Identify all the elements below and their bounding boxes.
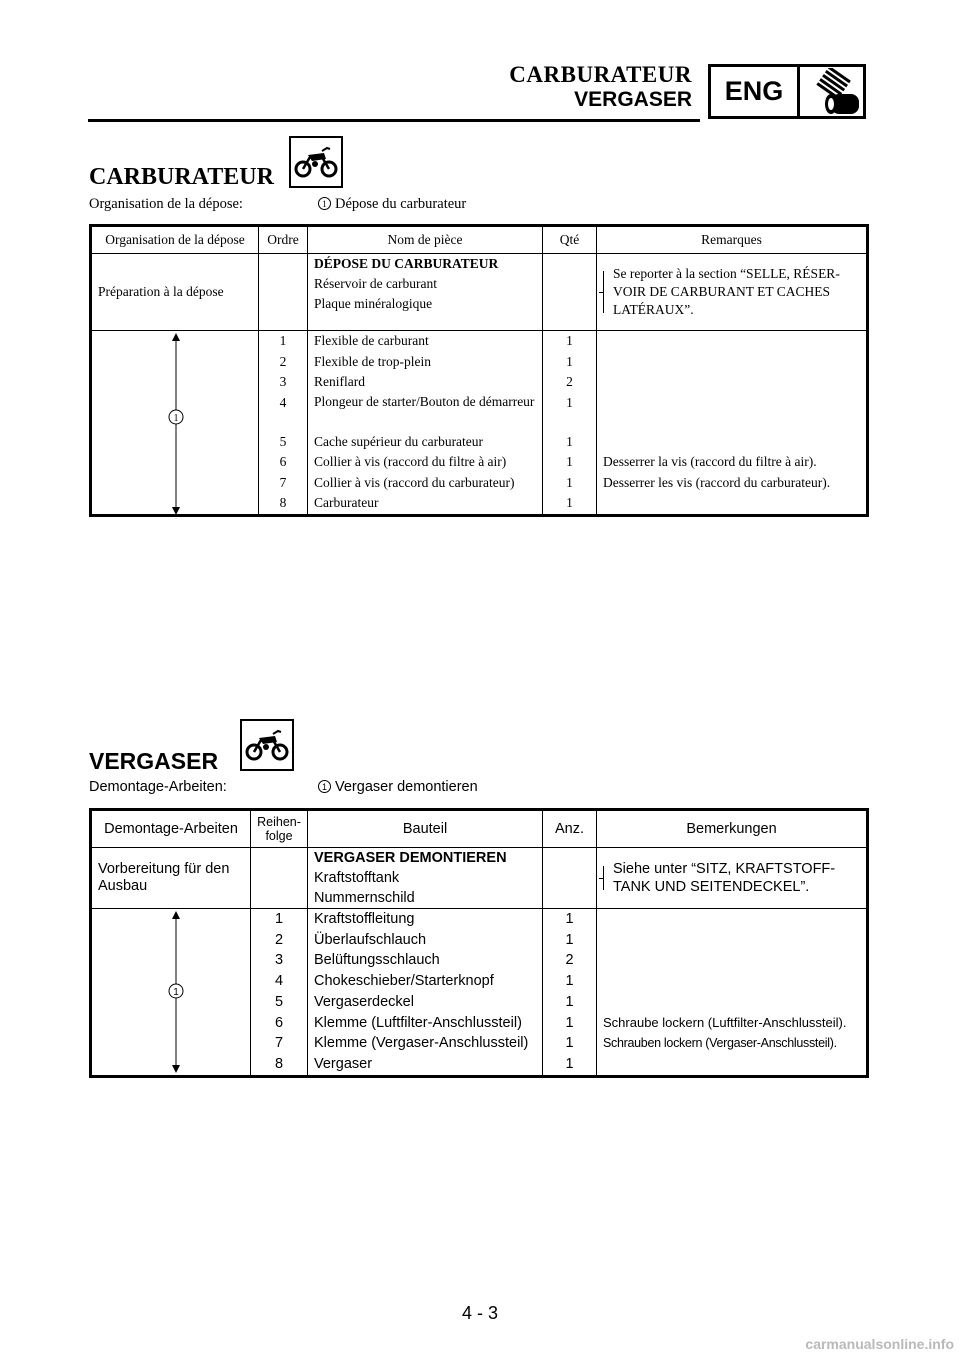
step-order: 6 xyxy=(251,1013,308,1034)
step-qty: 1 xyxy=(543,1013,597,1034)
step-order: 1 xyxy=(251,909,308,930)
step-part: Überlaufschlauch xyxy=(308,930,543,951)
step-part: Plongeur de starter/Bouton de démarreur xyxy=(308,393,543,432)
step-remark: Desserrer la vis (raccord du filtre à air). xyxy=(597,452,868,473)
step-qty: 1 xyxy=(543,331,597,352)
step-qty: 1 xyxy=(543,992,597,1013)
dirt-bike-icon xyxy=(289,136,343,188)
step-order: 5 xyxy=(259,432,308,453)
step-order: 3 xyxy=(251,950,308,971)
step-order: 5 xyxy=(251,992,308,1013)
step-remark xyxy=(597,372,868,393)
column-header: Bemerkungen xyxy=(597,810,868,848)
step-order: 4 xyxy=(259,393,308,432)
step-order: 1 xyxy=(259,331,308,352)
step-qty: 1 xyxy=(543,1033,597,1054)
section-code: ENG xyxy=(711,67,800,116)
step-part: Kraftstoffleitung xyxy=(308,909,543,930)
header-title-fr: CARBURATEUR xyxy=(509,62,692,87)
step-part: Flexible de carburant xyxy=(308,331,543,352)
step-order: 2 xyxy=(259,352,308,373)
subtitle-label: Organisation de la dépose: xyxy=(89,196,243,212)
step-order: 2 xyxy=(251,930,308,951)
prep-part: Nummernschild xyxy=(314,890,415,906)
step-remark xyxy=(597,493,868,515)
step-remark xyxy=(597,930,868,951)
step-part: Klemme (Vergaser-Anschlussteil) xyxy=(308,1033,543,1054)
step-qty: 1 xyxy=(543,473,597,494)
removal-table-fr xyxy=(89,224,869,517)
procedure-heading: VERGASER DEMONTIEREN xyxy=(314,850,507,866)
column-header: Demontage-Arbeiten xyxy=(91,810,251,848)
prep-remark: Se reporter à la section “SELLE, RÉSER-VOIR DE CARBURANT ET CACHES LATÉRAUX”. xyxy=(603,265,860,319)
watermark-link[interactable]: carmanualsonline.info xyxy=(805,1336,954,1352)
step-group-arrow xyxy=(91,331,259,516)
step-part: Reniflard xyxy=(308,372,543,393)
prep-part: Réservoir de carburant xyxy=(314,276,437,291)
step-remark xyxy=(597,1054,868,1076)
step-part: Belüftungsschlauch xyxy=(308,950,543,971)
step-order: 7 xyxy=(259,473,308,494)
step-order: 3 xyxy=(259,372,308,393)
step-qty: 1 xyxy=(543,971,597,992)
step-remark xyxy=(597,331,868,352)
step-part: Flexible de trop-plein xyxy=(308,352,543,373)
step-qty: 1 xyxy=(543,432,597,453)
column-header: Ordre xyxy=(259,226,308,254)
step-qty: 1 xyxy=(543,909,597,930)
step-remark: Schrauben lockern (Vergaser-Anschlussteil). xyxy=(597,1033,868,1054)
step-remark xyxy=(597,992,868,1013)
subtitle-value: Dépose du carburateur xyxy=(335,196,467,212)
step-order: 8 xyxy=(251,1054,308,1076)
header-title-de: VERGASER xyxy=(574,88,692,111)
step-part: Vergaserdeckel xyxy=(308,992,543,1013)
step-part: Cache supérieur du carburateur xyxy=(308,432,543,453)
step-group-arrow xyxy=(91,909,251,1077)
step-remark xyxy=(597,393,868,432)
step-part: Vergaser xyxy=(308,1054,543,1076)
column-header: Organisation de la dépose xyxy=(91,226,259,254)
subtitle-de xyxy=(89,779,789,795)
step-order: 8 xyxy=(259,493,308,515)
step-qty: 1 xyxy=(543,352,597,373)
procedure-heading: DÉPOSE DU CARBURATEUR xyxy=(314,256,499,271)
prep-remark: Siehe unter “SITZ, KRAFTSTOFF-TANK UND SEITENDECKEL”. xyxy=(603,860,860,896)
header-rule xyxy=(88,119,700,122)
prep-part: Plaque minéralogique xyxy=(314,296,433,311)
section-title-de: VERGASER xyxy=(89,748,219,774)
step-part: Collier à vis (raccord du carburateur) xyxy=(308,473,543,494)
prep-label: Vorbereitung für den Ausbau xyxy=(91,848,251,909)
column-header: Qté xyxy=(543,226,597,254)
column-header: Remarques xyxy=(597,226,868,254)
step-qty: 1 xyxy=(543,930,597,951)
section-badge xyxy=(708,64,866,119)
step-marker: 1 xyxy=(318,780,331,793)
step-order: 4 xyxy=(251,971,308,992)
subtitle-label: Demontage-Arbeiten: xyxy=(89,779,227,795)
step-part: Collier à vis (raccord du filtre à air) xyxy=(308,452,543,473)
step-order: 7 xyxy=(251,1033,308,1054)
column-header: Anz. xyxy=(543,810,597,848)
step-remark xyxy=(597,950,868,971)
step-qty: 2 xyxy=(543,372,597,393)
step-remark xyxy=(597,352,868,373)
step-qty: 1 xyxy=(543,493,597,515)
step-order: 6 xyxy=(259,452,308,473)
page-number: 4 - 3 xyxy=(461,1303,499,1323)
removal-table-de xyxy=(89,808,869,1078)
section-title-fr: CARBURATEUR xyxy=(89,164,274,190)
group-marker: 1 xyxy=(173,413,179,424)
step-qty: 1 xyxy=(543,1054,597,1076)
column-header: Bauteil xyxy=(308,810,543,848)
step-qty: 1 xyxy=(543,452,597,473)
step-part: Carburateur xyxy=(308,493,543,515)
subtitle-value: Vergaser demontieren xyxy=(335,779,478,795)
step-part: Klemme (Luftfilter-Anschlussteil) xyxy=(308,1013,543,1034)
step-qty: 2 xyxy=(543,950,597,971)
step-remark xyxy=(597,971,868,992)
prep-part: Kraftstofftank xyxy=(314,870,400,886)
subtitle-fr xyxy=(89,196,789,213)
group-marker: 1 xyxy=(173,987,179,998)
prep-label: Préparation à la dépose xyxy=(91,254,259,331)
step-remark xyxy=(597,432,868,453)
step-remark: Desserrer les vis (raccord du carburateur). xyxy=(597,473,868,494)
step-remark xyxy=(597,909,868,930)
step-part: Chokeschieber/Starterknopf xyxy=(308,971,543,992)
column-header: Reihen-folge xyxy=(251,810,308,848)
step-remark: Schraube lockern (Luftfilter-Anschlussteil). xyxy=(597,1013,868,1034)
column-header: Nom de pièce xyxy=(308,226,543,254)
dirt-bike-icon xyxy=(240,719,294,771)
step-marker: 1 xyxy=(318,197,331,210)
engine-cylinder-icon xyxy=(800,67,863,116)
step-qty: 1 xyxy=(543,393,597,432)
